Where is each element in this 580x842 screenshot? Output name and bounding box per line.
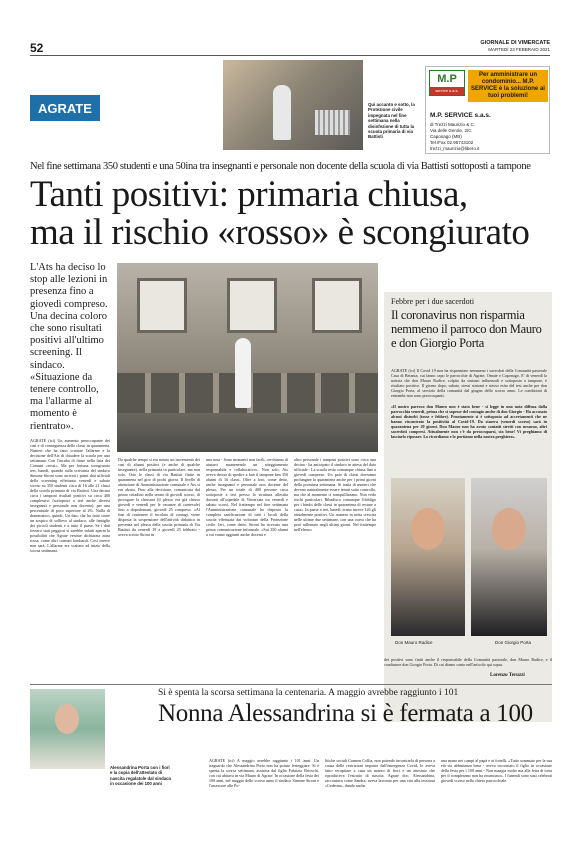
ad-logo: M.P service s.a.s. — [429, 70, 465, 96]
article2-kicker: Febbre per i due sacerdoti — [391, 297, 475, 306]
worker-figure-icon — [235, 338, 251, 408]
face-icon — [411, 508, 445, 550]
ad-headline: Per amministrare un condominio... M.P. SERVICE è la soluzione ai tuoi problemi! — [468, 70, 548, 102]
divider — [30, 684, 552, 685]
article3-col3: una mano nei campi al papà e ai fratelli. «Tutto sommato per la sua età sta abbastanza bene - aveva raccontato il figlio in occasione della festa per i 100 anni - Non mangia molto ma alla fetta di torta per il compleanno non ha rinunciato». I funerali sono stati celebrati giovedì scorso nella chiesa parrocchiale. — [441, 758, 552, 783]
article3-col2: litiche sociali Carmen Collia, non potendo incontrarla di persona a causa delle restrizioni imposte dall'emergenza Covid, le aveva fatto recapitare a casa un mazzo di fiori e un attestato che riproduceva l'estratto di nascita. Agrate doc, Alessandrina, raccontava come Sandra, aveva lavorato per una vita alla tessitura «Cederna», dando anche — [325, 758, 435, 788]
article1-col2: Da qualche tempo si era notato un incremento dei casi di alunni positivi (e anche di qualche insegnante), nella primaria in particolare, ma non solo. Otto le classi di via Battisti finite in quarantena nel giro di pochi giorni. Il livello di attenzione di Amministrazione comunale e Ats si era alzato. Fino alla decisione, comunicata dal primo cittadino nella serata di giovedì scorso, di prorogare la chiusura (il plesso era già chiuso giovedì e venerdì per le vacanze di carnevale) fino a dopodomani, giovedì 25 compreso. «Al fine di contenere il focolaio di contagi, viene disposta la sospensione dell'attività didattica in presenza nel plesso della scuola primaria di Via Battisti da venerdì 19 a giovedì 25 febbraio - aveva scritto Sironi in — [118, 457, 200, 537]
article1-kicker: Nel fine settimana 350 studenti e una 50ina tra insegnanti e personale non docente della scuola di via Battisti sottoposti a tampone — [30, 161, 531, 172]
page-header — [30, 40, 550, 56]
article1-col4: altro personale i tamponi positivi sono circa una decina - ha anticipato il sindaco in attesa del dato ufficiale - La scuola resta comunque chiusa fino a giovedì compreso. Un paio di classi dovranno prolungare la quarantena anche per i primi giorni della prossima settimana. Si tratta di numeri che devono naturalmente essere tenuti sotto controllo, ma che al momento ci tranquillizzano. Non vedo rischi particolari. Ribadisco comunque l'obbligo per i bimbi delle classi in quarantena di restare a casa». In paese a ieri, lunedì, erano invece 126 gli attualmente positivi. Un numero in netta crescita nelle ultime due settimane, con una curva che ha però rallentato negli ultimi giorni. Nel frattempo nell'elenco — [294, 457, 376, 532]
article2-body1: AGRATE (tci) Il Covid 19 non ha risparmiato nemmeno i sacerdoti della Comunità pastorale Casa di Betania, cui fanno capo le parrocchie di Agrate, Omate e Caponago. E' di venerdì la notizia che don Mauro Radice, colpito da sintomi influenzali e sottoposto a tampone, è risultato positivo. Il giorno dopo, sabato, stessi sintomi e stesso esito del test anche per don Giorgio Porta, al servizio della comunità dal giugno dello scorso anno. Le condizioni di entrambi non sono preoccupanti. — [391, 368, 547, 398]
article1-title-line1: Tanti positivi: primaria chiusa, — [30, 174, 468, 215]
article1-col3: una nota - Sono momenti non facili, cerchiamo di aiutarci mantenendo un atteggiamento responsabile e collaborativo». Non solo, Ats aveva deciso di spedire a fare il tampone ben 350 alunni di 16 classi. Oltre a loro, come detto, anche insegnanti e personale non docente del plesso. Per un totale di 400 persone circa sottoposte a test presso la struttura allestita davanti all'ospedale di Vimercate tra venerdì e sabato scorsi. Nel frattempo nel fine settimana l'Amministrazione comunale ha disposto la completa sanificazione di tutti i locali della scuola effettuata dai volontari della Protezione civile. Ieri, come detto, Sironi ha ricevuto una prima comunicazione informale. «Sui 350 alunni a cui vanno aggiunti anche docenti e — [206, 457, 288, 537]
window-icon — [227, 278, 277, 333]
top-photo-caption: Qui accanto e sotto, la Protezione civile impegnata nel fine settimana nella disinfezione di tutta la scuola primaria di via Battisti — [368, 102, 415, 140]
priest-photo-2 — [471, 478, 547, 636]
section-label: AGRATE — [30, 95, 100, 121]
article3-kicker: Si è spenta la scorsa settimana la centenaria. A maggio avrebbe raggiunto i 101 — [158, 688, 459, 698]
worker-figure-icon — [273, 85, 291, 140]
photo2-caption: Don Giorgio Porta — [495, 640, 532, 645]
face-icon — [55, 704, 79, 734]
ad-company: M.P. SERVICE s.a.s. — [430, 112, 491, 119]
ad-address: Via delle Gerole, 2/C — [430, 128, 472, 133]
radiator-icon — [315, 110, 350, 135]
article-author: Lorenzo Teruzzi — [490, 673, 525, 678]
face-icon — [492, 508, 526, 550]
ad-owner: di Trezzi Maurizio & C. — [430, 122, 476, 127]
window-icon — [312, 278, 362, 333]
article1-title-line2: ma il rischio «rosso» è scongiurato — [30, 212, 530, 253]
centenarian-photo-caption: Alessandrina Porta con i fiori e la copia dell'attestato di nascita regalatole dal sindaco in occasione dei 100 anni — [110, 765, 172, 786]
ad-email: trezzi_maurizio@libero.it — [430, 146, 480, 151]
issue-date: MARTEDÌ 23 FEBBRAIO 2021 — [488, 47, 550, 52]
article2-title: Il coronavirus non risparmia nemmeno il parroco don Mauro e don Giorgio Porta — [391, 308, 542, 350]
ad-box — [425, 66, 550, 154]
article3-col1: AGRATE (tci) A maggio avrebbe raggiunto i 101 anni. Un traguardo che Alessandrina Porta non ha potuto festeggiare. Si è spenta la scorsa settimana, assistita dal figlio Fabrizio Brioschi, con cui abitava in via Mauro di Agrate. In occasione della festa dei 100 anni, nel maggio dello scorso anno il sindaco Simone Sironi e l'assessore alle Po- — [209, 758, 319, 788]
article2-body2: «Il nostro parroco don Mauro non è stato bene - si legge in una nota diffusa dalla parrocchia venerdì, prima che si sapesse del contagio anche di don Giorgio - Ha accusato alcuni disturbi (tosse e febbre). Prontamente si è sottoposto ad accertamenti che ne hanno riscontrato la positività al Covid-19. Da stasera (venerdì scorso) sarà in quarantena per 20 giorni. Don Mauro non ha avuto contatti stretti con nessuno, altri sacerdoti compresi. Attualmente non c'è da preoccuparsi, sta bene! Vi preghiamo di lasciarlo riposare. Lo ricordiamo e lo portiamo nella nostra preghiera». — [391, 404, 547, 439]
ad-city: Caponago (MB) — [430, 134, 462, 139]
classroom-photo — [117, 263, 378, 452]
ad-phone: Tel./Fax 02.95743102 — [430, 140, 474, 145]
article2-tail: dei positivi sono finiti anche il responsabile della Comunità pastorale, don Mauro Radice, e il coadiutore don Giorgio Porta. Di cui diamo conto nell'articolo qui sopra. — [384, 657, 552, 667]
article3-title: Nonna Alessandrina si è fermata a 100 — [158, 700, 533, 727]
top-photo — [223, 60, 363, 150]
paper-name: GIORNALE DI VIMERCATE — [480, 40, 550, 46]
window-icon — [137, 278, 187, 333]
priest-photo-1 — [391, 478, 465, 636]
article1-pullquote: L'Ats ha deciso lo stop alle lezioni in presenza fino a giovedì compreso. Una decina coloro che sono risultati positivi all'ultimo screening. Il sindaco. «Situazione da tenere controllo, ma l'allarme al momento è rientrato». — [30, 262, 108, 432]
photo1-caption: Don Mauro Radice — [395, 640, 433, 645]
article1-col1: AGRATE (tci) Un aumento preoccupante dei casi e di conseguenza delle classi in quarantena. Numeri che ha fatto scattare l'allarme e la decisione dell'Ats di chiudere la scuola per una settimana. Con l'incubo di finire nella lista dei Comuni «rossi». Ma per fortuna scongiurato ieri, lunedì, quando sulla scrivania del sindaco Simone Sironi sono arrivati i primi dati ufficiali dello screening effettuato venerdì e sabato scorso su 350 studenti circa di 16 alle 21 classi della scuola primaria di via Battisti. Una decina circa i tamponi risultati positivi su circa 400 complessivi (sottoposti a test anche diversi insegnanti e personale non docente), per una percentuale di poco superiore al 2%. Nulla di drammatico, quindi. Un dato che ha fatto tirare un sospiro di sollievo al sindaco, alle famiglie dei piccoli studenti e a tutto il paese. Se i dati fossero stati peggiori si sarebbe infatti aperta la possibilità che Agrate venisse dichiarata zona rossa, come altri comuni lombardi. Così invece non sarà. L'allarme era scattato ad inizio della scorsa settimana. — [30, 438, 110, 553]
page-number: 52 — [30, 41, 44, 55]
centenarian-photo — [30, 689, 105, 769]
